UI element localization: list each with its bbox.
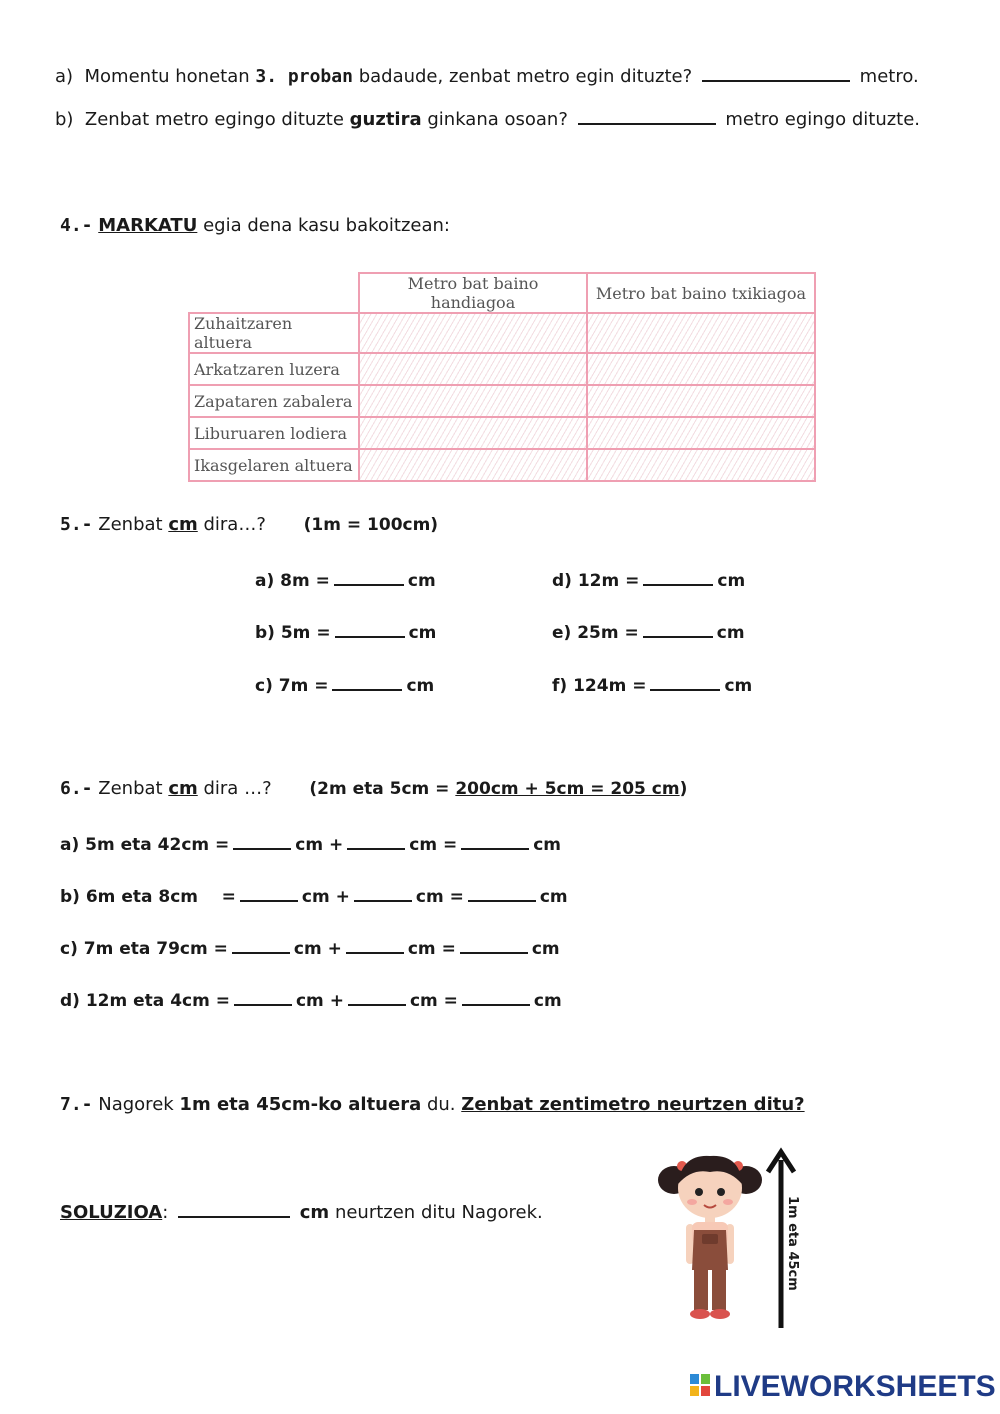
- answer-blank[interactable]: [643, 620, 713, 638]
- q3b-line: b) Zenbat metro egingo dituzte guztira ginkana osoan? metro egingo dituzte.: [55, 109, 921, 130]
- answer-blank[interactable]: [468, 884, 536, 902]
- table-header-row: [189, 273, 815, 313]
- q5-item: d) 12m = cm: [552, 568, 745, 591]
- q6-item: b) 6m eta 8cm = cm + cm = cm: [60, 884, 568, 907]
- table-row-label: Arkatzaren luzera: [189, 353, 359, 385]
- mark-cell[interactable]: [587, 449, 815, 481]
- mark-cell[interactable]: [359, 385, 587, 417]
- mark-cell[interactable]: [359, 313, 587, 353]
- q5-item: b) 5m = cm: [255, 620, 436, 643]
- answer-blank[interactable]: [346, 936, 404, 954]
- q6-item: a) 5m eta 42cm = cm + cm = cm: [60, 832, 561, 855]
- q5-item: c) 7m = cm: [255, 673, 434, 696]
- q4-table: [188, 272, 816, 482]
- mark-cell[interactable]: [587, 353, 815, 385]
- solution-blank[interactable]: [178, 1200, 290, 1218]
- q6-item: c) 7m eta 79cm = cm + cm = cm: [60, 936, 560, 959]
- answer-blank[interactable]: [650, 673, 720, 691]
- answer-blank[interactable]: [354, 884, 412, 902]
- answer-blank[interactable]: [335, 620, 405, 638]
- answer-blank[interactable]: [233, 832, 291, 850]
- table-row: [189, 417, 815, 449]
- table-row: [189, 385, 815, 417]
- q5-heading: 5.- Zenbat cm dira…? (1m = 100cm): [60, 514, 439, 535]
- q5-item: a) 8m = cm: [255, 568, 436, 591]
- q7-question: Zenbat zentimetro neurtzen ditu?: [461, 1094, 805, 1115]
- table-header-cell: Metro bat baino txikiagoa: [587, 273, 815, 313]
- q3a-keyword: 3. proban: [255, 66, 353, 87]
- q6-item: d) 12m eta 4cm = cm + cm = cm: [60, 988, 562, 1011]
- answer-blank[interactable]: [461, 832, 529, 850]
- q4-keyword: MARKATU: [98, 215, 198, 236]
- answer-blank[interactable]: [462, 988, 530, 1006]
- q3b-keyword: guztira: [349, 109, 422, 130]
- q4-heading: 4.- MARKATU egia dena kasu bakoitzean:: [60, 215, 450, 236]
- q3b-answer-blank[interactable]: [578, 107, 716, 125]
- mark-cell[interactable]: [359, 353, 587, 385]
- table-header-cell: Metro bat baino handiagoa: [359, 273, 587, 313]
- q3a-line: a) Momentu honetan 3. proban badaude, zenbat metro egin dituzte? metro.: [55, 66, 919, 87]
- table-row-label: Liburuaren lodiera: [189, 417, 359, 449]
- table-row-label: Zapataren zabalera: [189, 385, 359, 417]
- q7-solution: SOLUZIOA: cm neurtzen ditu Nagorek.: [60, 1202, 543, 1223]
- q6-hint: (2m eta 5cm = 200cm + 5cm = 205 cm): [309, 779, 688, 799]
- q7-heading: 7.- Nagorek 1m eta 45cm-ko altuera du. Zenbat zentimetro neurtzen ditu?: [60, 1094, 805, 1115]
- answer-blank[interactable]: [643, 568, 713, 586]
- answer-blank[interactable]: [347, 832, 405, 850]
- answer-blank[interactable]: [460, 936, 528, 954]
- q6-heading: 6.- Zenbat cm dira …? (2m eta 5cm = 200cm + 5cm = 205 cm): [60, 778, 688, 799]
- mark-cell[interactable]: [587, 313, 815, 353]
- answer-blank[interactable]: [240, 884, 298, 902]
- q3a-answer-blank[interactable]: [702, 64, 850, 82]
- table-row-label: Ikasgelaren altuera: [189, 449, 359, 481]
- logo-icon: [690, 1374, 710, 1396]
- table-row: [189, 449, 815, 481]
- answer-blank[interactable]: [348, 988, 406, 1006]
- mark-cell[interactable]: [587, 417, 815, 449]
- mark-cell[interactable]: [359, 417, 587, 449]
- q5-item: e) 25m = cm: [552, 620, 745, 643]
- table-row: [189, 353, 815, 385]
- answer-blank[interactable]: [332, 673, 402, 691]
- height-arrow-label: 1m eta 45cm: [785, 1196, 800, 1291]
- answer-blank[interactable]: [232, 936, 290, 954]
- liveworksheets-logo: LIVEWORKSHEETS: [690, 1370, 996, 1404]
- mark-cell[interactable]: [587, 385, 815, 417]
- q5-item: f) 124m = cm: [552, 673, 752, 696]
- table-row-label: Zuhaitzaren altuera: [189, 313, 359, 353]
- q5-hint: (1m = 100cm): [303, 515, 439, 535]
- mark-cell[interactable]: [359, 449, 587, 481]
- table-row: [189, 313, 815, 353]
- answer-blank[interactable]: [334, 568, 404, 586]
- answer-blank[interactable]: [234, 988, 292, 1006]
